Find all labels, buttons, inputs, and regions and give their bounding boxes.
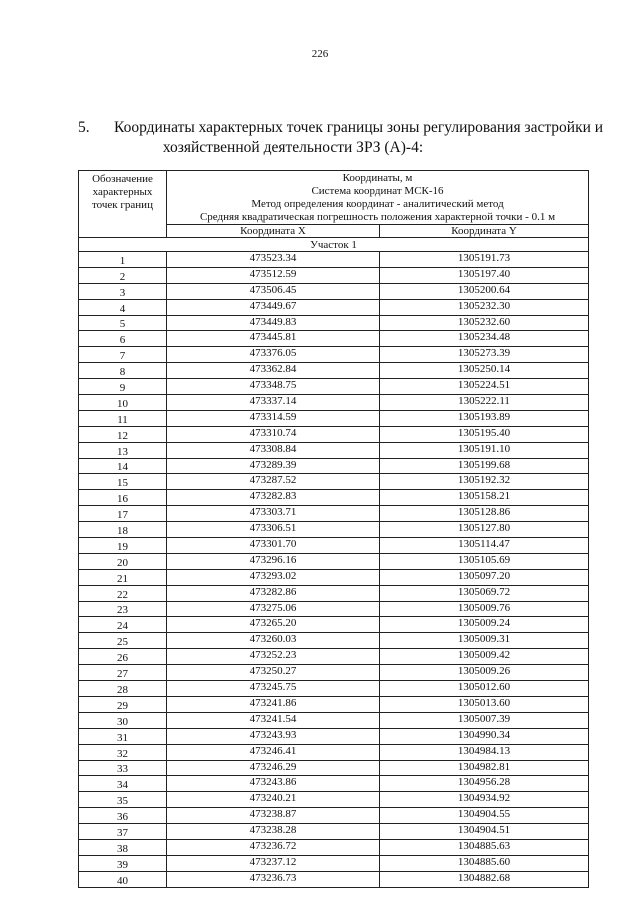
coordinate-x: 473236.72 [167,839,380,855]
coordinate-x: 473376.05 [167,347,380,363]
table-row [79,379,589,395]
table-row [79,395,589,411]
coordinate-y: 1305009.31 [380,633,589,649]
point-number: 38 [79,839,167,855]
table-row [79,267,589,283]
section-row [79,238,589,252]
coordinate-x: 473449.67 [167,299,380,315]
table-row [79,696,589,712]
coordinate-y: 1305128.86 [380,506,589,522]
point-number: 3 [79,283,167,299]
coordinate-x: 473275.06 [167,601,380,617]
coordinate-x: 473246.41 [167,744,380,760]
point-number: 19 [79,538,167,554]
table-row [79,331,589,347]
table-row [79,474,589,490]
coordinate-x: 473523.34 [167,252,380,268]
coordinate-y: 1304882.68 [380,871,589,887]
table-row [79,569,589,585]
table-row [79,252,589,268]
coordinate-x: 473236.73 [167,871,380,887]
coordinate-x: 473260.03 [167,633,380,649]
point-number: 13 [79,442,167,458]
coordinate-x: 473250.27 [167,665,380,681]
table-row [79,426,589,442]
coordinate-x: 473238.28 [167,824,380,840]
table-row [79,410,589,426]
column-header-x: Координата X [167,225,380,238]
point-number: 29 [79,696,167,712]
coordinate-x: 473287.52 [167,474,380,490]
point-number: 11 [79,410,167,426]
table-row [79,442,589,458]
coordinate-x: 473293.02 [167,569,380,585]
table-row [79,299,589,315]
point-number: 5 [79,315,167,331]
section-label: Участок 1 [79,238,589,252]
point-number: 1 [79,252,167,268]
point-number: 12 [79,426,167,442]
coordinate-y: 1305224.51 [380,379,589,395]
coordinate-x: 473238.87 [167,808,380,824]
point-number: 21 [79,569,167,585]
coordinate-y: 1305191.10 [380,442,589,458]
coordinate-x: 473265.20 [167,617,380,633]
coordinate-y: 1304990.34 [380,728,589,744]
point-number: 31 [79,728,167,744]
coordinate-x: 473506.45 [167,283,380,299]
coordinate-y: 1305013.60 [380,696,589,712]
coordinate-x: 473245.75 [167,681,380,697]
coordinate-x: 473301.70 [167,538,380,554]
coordinate-y: 1305097.20 [380,569,589,585]
table-row [79,712,589,728]
coordinate-x: 473246.29 [167,760,380,776]
coordinate-y: 1304885.63 [380,839,589,855]
coordinate-x: 473296.16 [167,553,380,569]
coordinate-y: 1305009.76 [380,601,589,617]
table-row [79,553,589,569]
coordinate-y: 1305193.89 [380,410,589,426]
coordinates-header-system: Система координат МСК-16 [311,185,444,197]
point-number: 40 [79,871,167,887]
coordinate-y: 1305105.69 [380,553,589,569]
point-number: 36 [79,808,167,824]
table-row [79,458,589,474]
coordinate-y: 1305195.40 [380,426,589,442]
point-number: 10 [79,395,167,411]
coordinate-x: 473241.86 [167,696,380,712]
coordinate-y: 1305012.60 [380,681,589,697]
point-number: 32 [79,744,167,760]
table-header-row [79,171,589,225]
coordinate-y: 1305222.11 [380,395,589,411]
table-row [79,681,589,697]
coordinate-x: 473303.71 [167,506,380,522]
table-row [79,347,589,363]
table-row [79,538,589,554]
point-number: 33 [79,760,167,776]
coordinate-y: 1305192.32 [380,474,589,490]
table-row [79,633,589,649]
coordinate-y: 1305069.72 [380,585,589,601]
point-number: 27 [79,665,167,681]
point-number: 37 [79,824,167,840]
points-column-header: Обозначение характерных точек границ [79,171,167,238]
point-number: 16 [79,490,167,506]
coordinate-y: 1305234.48 [380,331,589,347]
coordinates-table [78,170,589,888]
point-number: 4 [79,299,167,315]
coordinate-x: 473348.75 [167,379,380,395]
table-row [79,728,589,744]
coordinate-x: 473252.23 [167,649,380,665]
coordinate-y: 1304934.92 [380,792,589,808]
table-row [79,363,589,379]
coordinate-y: 1305009.26 [380,665,589,681]
coordinate-y: 1305127.80 [380,522,589,538]
point-number: 28 [79,681,167,697]
coordinate-x: 473237.12 [167,855,380,871]
coordinate-y: 1305200.64 [380,283,589,299]
coordinate-y: 1304904.55 [380,808,589,824]
point-number: 39 [79,855,167,871]
coordinate-x: 473362.84 [167,363,380,379]
coordinate-x: 473314.59 [167,410,380,426]
point-number: 24 [79,617,167,633]
point-number: 34 [79,776,167,792]
point-number: 22 [79,585,167,601]
page-number: 226 [311,48,329,60]
coordinates-header-method: Метод определения координат - аналитический метод [251,198,504,210]
coordinate-x: 473241.54 [167,712,380,728]
point-number: 23 [79,601,167,617]
table-row [79,824,589,840]
table-row [79,776,589,792]
point-number: 8 [79,363,167,379]
coordinate-x: 473306.51 [167,522,380,538]
coordinate-x: 473308.84 [167,442,380,458]
coordinate-x: 473240.21 [167,792,380,808]
column-header-y: Координата Y [380,225,589,238]
table-row [79,617,589,633]
coordinate-x: 473445.81 [167,331,380,347]
coordinate-x: 473282.86 [167,585,380,601]
point-number: 25 [79,633,167,649]
coordinate-x: 473243.86 [167,776,380,792]
section-number: 5. [78,119,90,136]
coordinate-y: 1305158.21 [380,490,589,506]
point-number: 30 [79,712,167,728]
point-number: 2 [79,267,167,283]
point-number: 18 [79,522,167,538]
coordinate-y: 1305009.24 [380,617,589,633]
coordinate-x: 473289.39 [167,458,380,474]
point-number: 14 [79,458,167,474]
table-row [79,522,589,538]
table-row [79,808,589,824]
point-number: 7 [79,347,167,363]
point-number: 17 [79,506,167,522]
coordinate-y: 1305191.73 [380,252,589,268]
point-number: 20 [79,553,167,569]
coordinate-y: 1305232.60 [380,315,589,331]
table-row [79,506,589,522]
section-title-line-2: хозяйственной деятельности ЗРЗ (А)-4: [162,139,424,156]
table-row [79,649,589,665]
coordinates-header [167,171,589,225]
coordinate-y: 1305114.47 [380,538,589,554]
table-row [79,871,589,887]
coordinate-y: 1305250.14 [380,363,589,379]
point-number: 26 [79,649,167,665]
table-row [79,665,589,681]
point-number: 35 [79,792,167,808]
table-row [79,283,589,299]
table-row [79,744,589,760]
coordinate-x: 473310.74 [167,426,380,442]
section-title-line-1: Координаты характерных точек границы зоны регулирования застройки и [114,119,604,136]
coordinate-y: 1305199.68 [380,458,589,474]
coordinate-x: 473282.83 [167,490,380,506]
coordinate-y: 1304984.13 [380,744,589,760]
coordinate-y: 1304956.28 [380,776,589,792]
coordinate-y: 1305007.39 [380,712,589,728]
table-row [79,585,589,601]
table-row [79,601,589,617]
point-number: 9 [79,379,167,395]
coordinate-y: 1305232.30 [380,299,589,315]
table-row [79,839,589,855]
coordinate-x: 473337.14 [167,395,380,411]
table-row [79,792,589,808]
coordinate-y: 1304904.51 [380,824,589,840]
coordinate-y: 1305197.40 [380,267,589,283]
table-row [79,855,589,871]
coordinate-y: 1305273.39 [380,347,589,363]
point-number: 6 [79,331,167,347]
coordinate-x: 473243.93 [167,728,380,744]
coordinate-y: 1304982.81 [380,760,589,776]
table-row [79,760,589,776]
table-row [79,315,589,331]
coordinate-x: 473449.83 [167,315,380,331]
coordinate-x: 473512.59 [167,267,380,283]
table-row [79,490,589,506]
coordinate-y: 1305009.42 [380,649,589,665]
point-number: 15 [79,474,167,490]
coordinates-header-units: Координаты, м [342,172,413,184]
coordinates-header-accuracy: Средняя квадратическая погрешность положения характерной точки - 0.1 м [199,211,556,223]
coordinate-y: 1304885.60 [380,855,589,871]
